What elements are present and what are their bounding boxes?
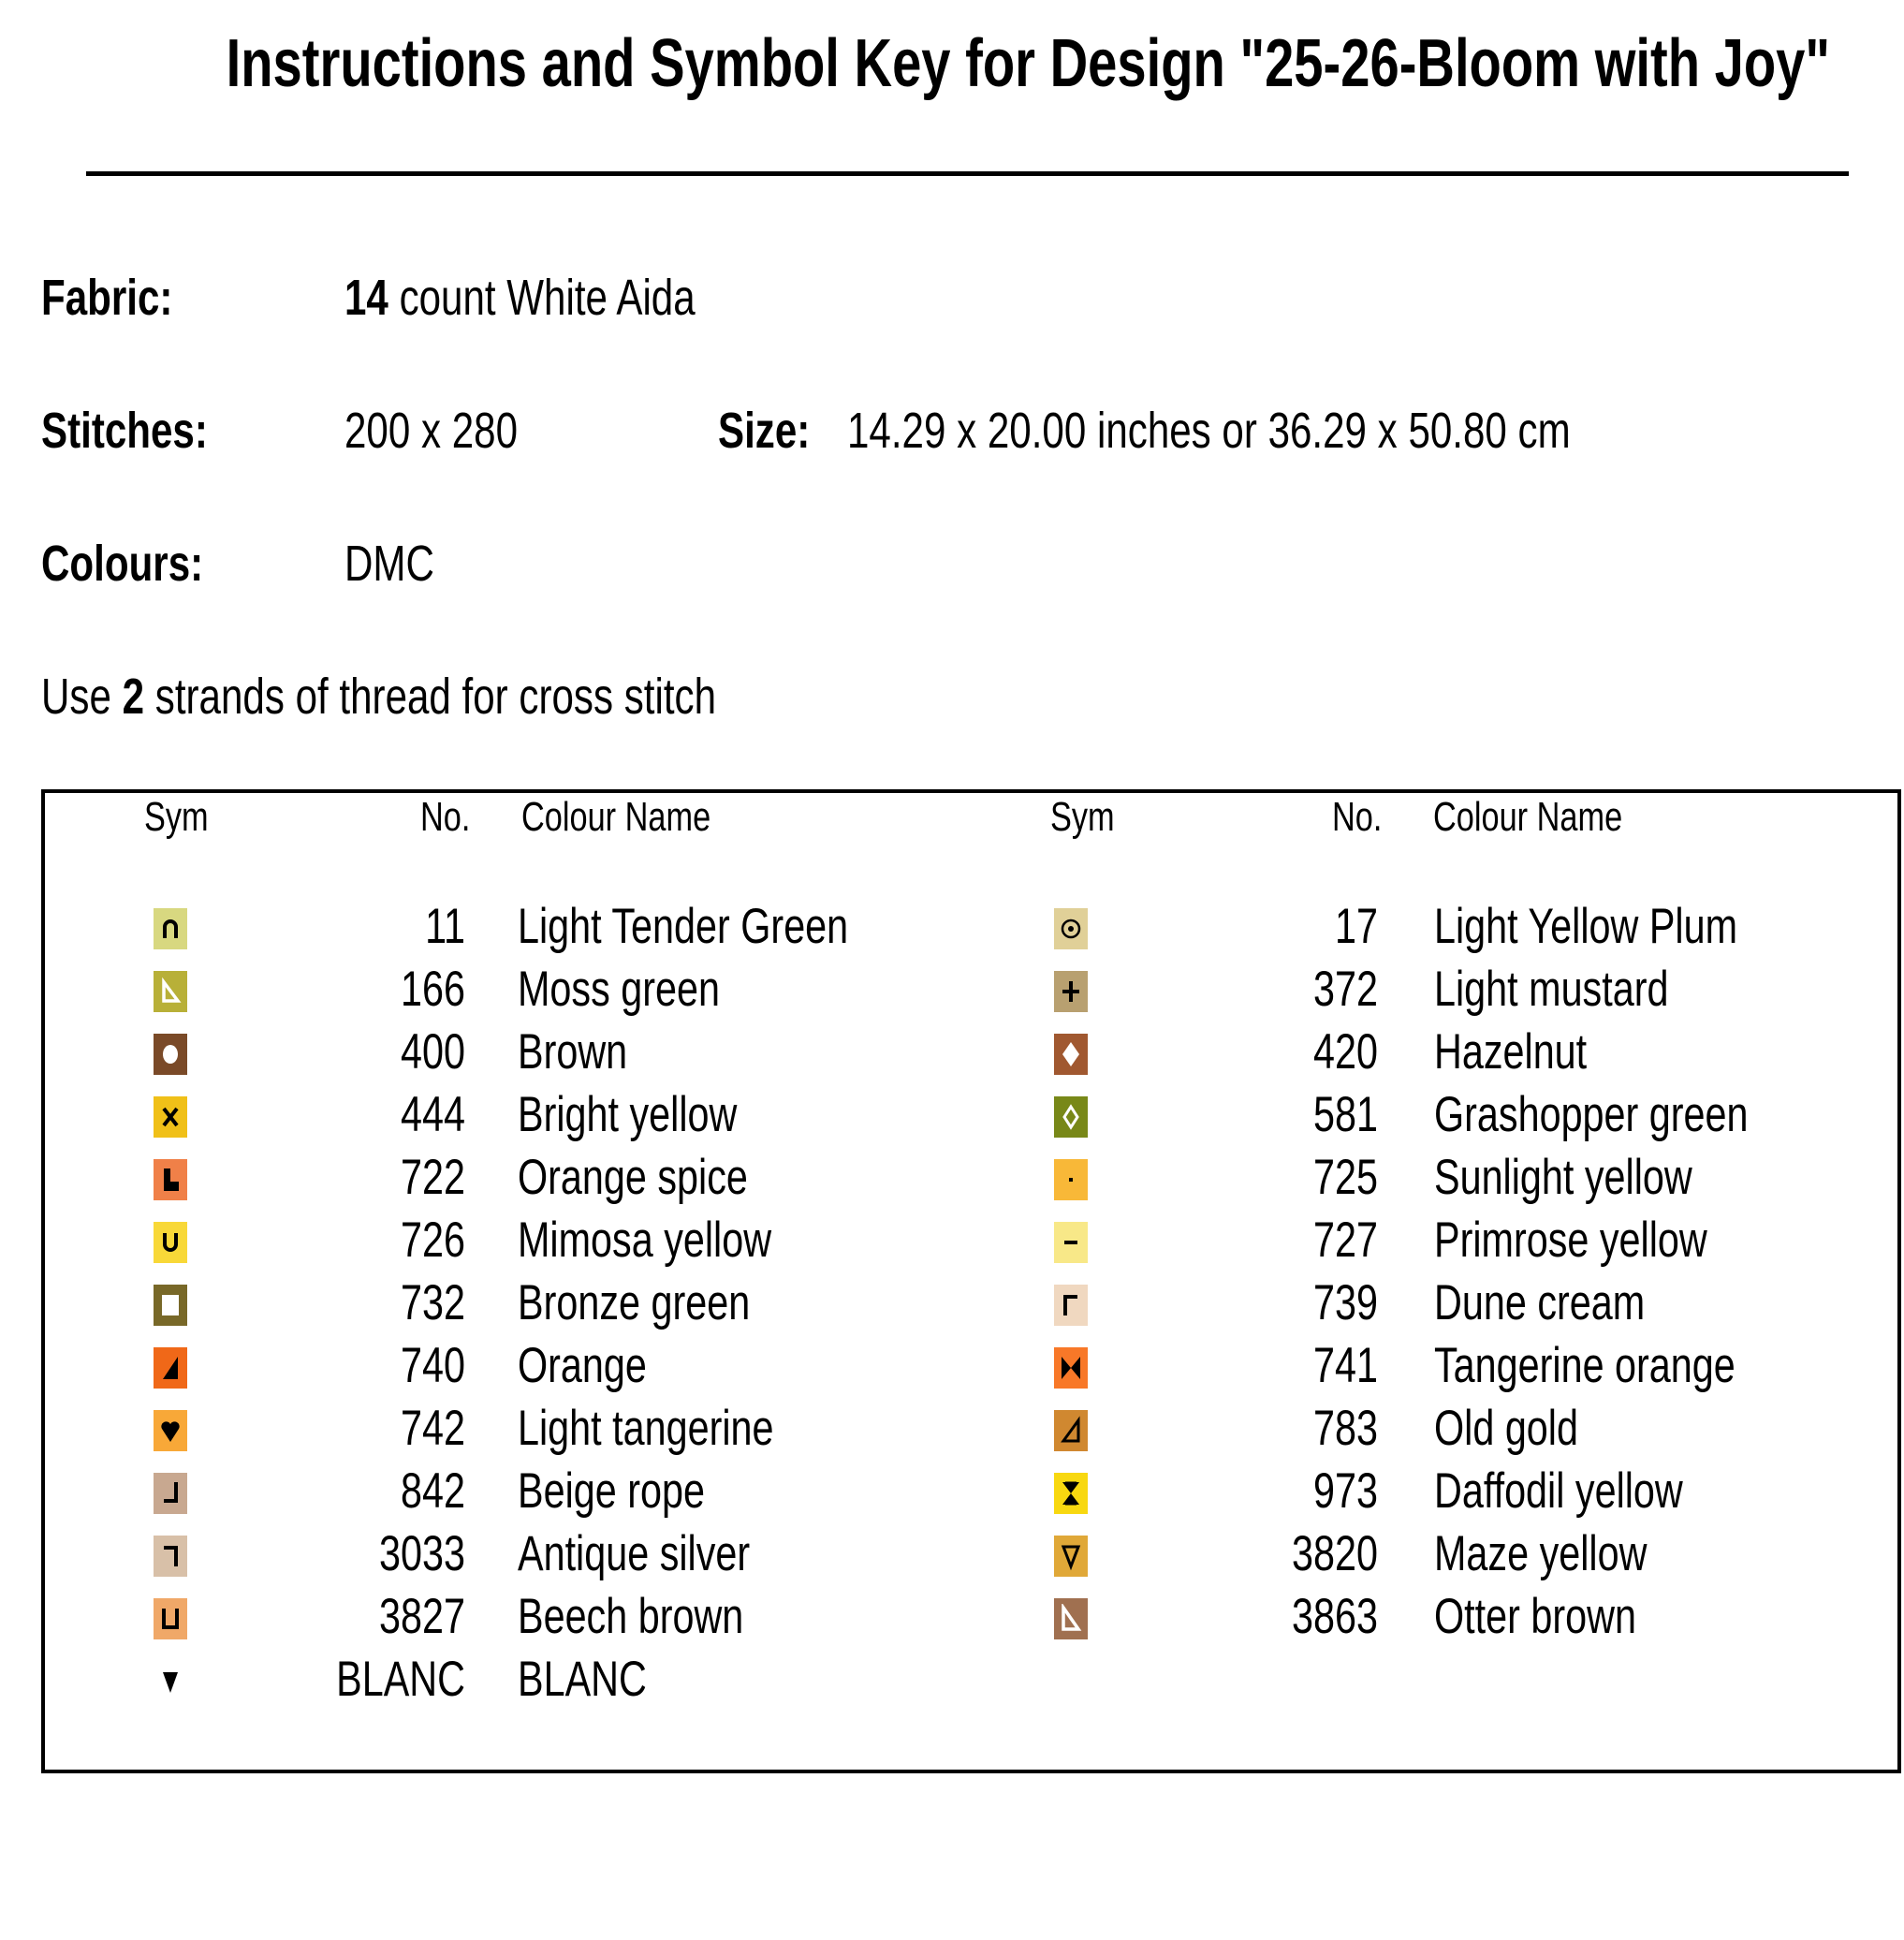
corner-bottom-right-icon <box>154 1473 187 1514</box>
colours-label: Colours: <box>41 536 204 592</box>
dmc-number: 3863 <box>1292 1589 1378 1644</box>
dmc-number: 444 <box>401 1087 465 1142</box>
colour-name: Grashopper green <box>1434 1087 1749 1142</box>
minus-icon <box>1054 1222 1088 1263</box>
dmc-number: 372 <box>1313 962 1378 1017</box>
colour-name: Otter brown <box>1434 1589 1636 1644</box>
size-label: Size: <box>718 403 811 459</box>
dmc-number: 3827 <box>379 1589 465 1644</box>
dmc-number: 420 <box>1313 1024 1378 1080</box>
square-outline-icon <box>154 1285 187 1326</box>
dmc-number: 732 <box>401 1275 465 1330</box>
fabric-label: Fabric: <box>41 270 173 326</box>
size-value: 14.29 x 20.00 inches or 36.29 x 50.80 cm <box>847 403 1571 459</box>
stitches-label: Stitches: <box>41 403 208 459</box>
header-colour-name: Colour Name <box>521 794 711 840</box>
colour-name: Light Yellow Plum <box>1434 899 1738 954</box>
header-no: No. <box>1332 794 1383 840</box>
dmc-number: 722 <box>401 1150 465 1205</box>
title-divider <box>86 171 1849 176</box>
colour-name: Antique silver <box>518 1526 751 1581</box>
dmc-number: 739 <box>1313 1275 1378 1330</box>
u-square-icon <box>154 1598 187 1639</box>
dmc-number: 726 <box>401 1212 465 1268</box>
dmc-number: 742 <box>401 1401 465 1456</box>
colour-name: Daffodil yellow <box>1434 1463 1683 1519</box>
triangle-outline-icon <box>1054 1410 1088 1451</box>
colour-name: Light tangerine <box>518 1401 774 1456</box>
plus-icon <box>1054 971 1088 1012</box>
page-title: Instructions and Symbol Key for Design "25-26-Bloom with Joy" <box>226 26 1831 101</box>
dmc-number: 3033 <box>379 1526 465 1581</box>
colour-name: Beige rope <box>518 1463 705 1519</box>
colour-name: Moss green <box>518 962 720 1017</box>
dmc-number: 400 <box>401 1024 465 1080</box>
dot-icon <box>1054 1159 1088 1200</box>
colour-name: Tangerine orange <box>1434 1338 1736 1393</box>
colour-name: Light mustard <box>1434 962 1669 1017</box>
dmc-number: 11 <box>425 899 465 954</box>
header-no: No. <box>420 794 471 840</box>
dmc-number: BLANC <box>336 1652 465 1707</box>
colour-name: Primrose yellow <box>1434 1212 1707 1268</box>
dmc-number: 727 <box>1313 1212 1378 1268</box>
dmc-number: 3820 <box>1292 1526 1378 1581</box>
colour-name: Maze yellow <box>1434 1526 1648 1581</box>
colour-name: Bronze green <box>518 1275 751 1330</box>
dmc-number: 17 <box>1335 899 1378 954</box>
header-sym: Sym <box>1050 794 1115 840</box>
x-icon <box>154 1096 187 1138</box>
bowtie-icon <box>1054 1347 1088 1389</box>
cap-icon <box>154 908 187 949</box>
corner-top-left-icon <box>1054 1285 1088 1326</box>
colour-name: Light Tender Green <box>518 899 849 954</box>
header-sym: Sym <box>144 794 209 840</box>
colour-name: Hazelnut <box>1434 1024 1588 1080</box>
down-triangle-outline-icon <box>1054 1536 1088 1577</box>
diamond-outline-icon <box>1054 1096 1088 1138</box>
colour-name: Mimosa yellow <box>518 1212 772 1268</box>
fabric-value: 14 count White Aida <box>344 270 696 326</box>
dmc-number: 725 <box>1313 1150 1378 1205</box>
circle-outline-icon <box>154 1034 187 1075</box>
colour-name: Old gold <box>1434 1401 1578 1456</box>
dmc-number: 740 <box>401 1338 465 1393</box>
right-triangle-outline-icon <box>154 971 187 1012</box>
corner-top-right-icon <box>154 1536 187 1577</box>
l-block-icon <box>154 1159 187 1200</box>
colour-name: BLANC <box>518 1652 647 1707</box>
colour-name: Orange spice <box>518 1150 748 1205</box>
heart-icon <box>154 1410 187 1451</box>
colour-name: Orange <box>518 1338 647 1393</box>
colour-name: Brown <box>518 1024 628 1080</box>
colours-value: DMC <box>344 536 434 592</box>
colour-name: Bright yellow <box>518 1087 738 1142</box>
header-colour-name: Colour Name <box>1433 794 1623 840</box>
diamond-icon <box>1054 1034 1088 1075</box>
colour-name: Dune cream <box>1434 1275 1646 1330</box>
left-triangle-outline-icon <box>1054 1598 1088 1639</box>
down-triangle-icon <box>154 1661 187 1702</box>
cup-icon <box>154 1222 187 1263</box>
dmc-number: 973 <box>1313 1463 1378 1519</box>
colour-name: Sunlight yellow <box>1434 1150 1692 1205</box>
dmc-number: 842 <box>401 1463 465 1519</box>
hourglass-icon <box>1054 1473 1088 1514</box>
dmc-number: 783 <box>1313 1401 1378 1456</box>
strands-instruction: Use 2 strands of thread for cross stitch <box>41 669 717 725</box>
filled-triangle-icon <box>154 1347 187 1389</box>
dot-circle-icon <box>1054 908 1088 949</box>
colour-name: Beech brown <box>518 1589 744 1644</box>
dmc-number: 741 <box>1313 1338 1378 1393</box>
dmc-number: 581 <box>1313 1087 1378 1142</box>
dmc-number: 166 <box>401 962 465 1017</box>
stitches-value: 200 x 280 <box>344 403 519 459</box>
